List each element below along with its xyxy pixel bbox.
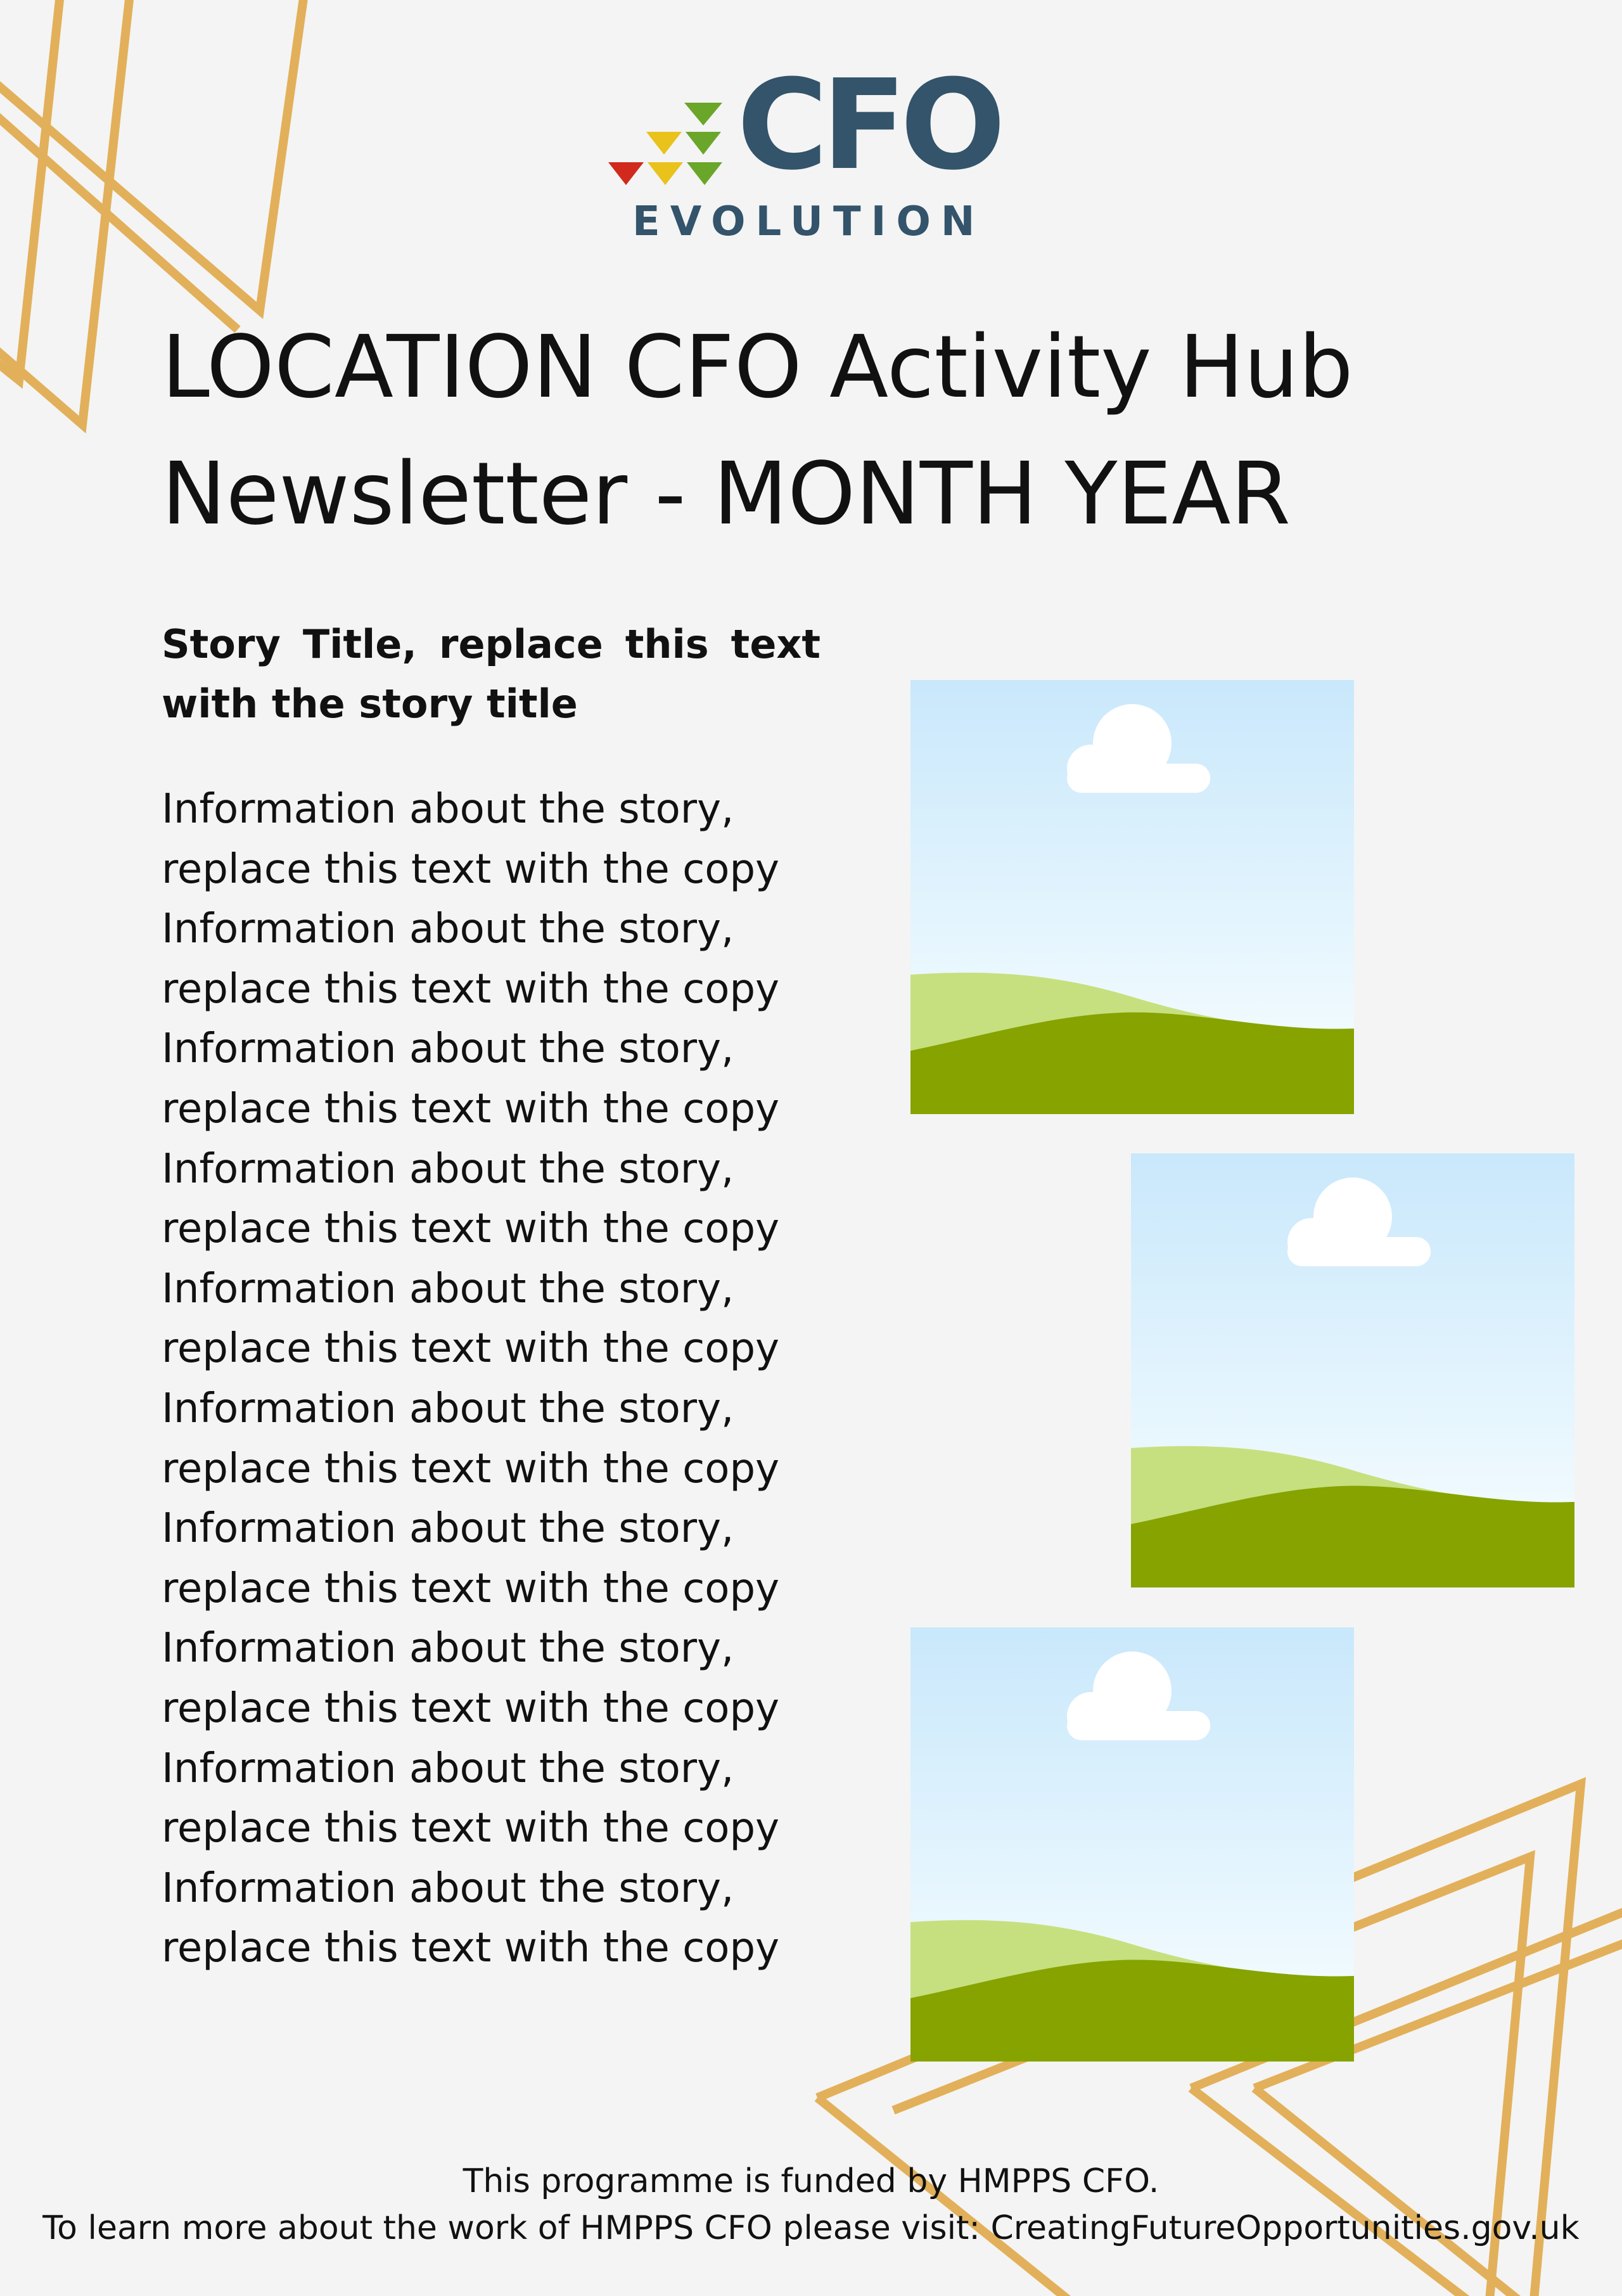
- newsletter-title-line1: LOCATION CFO Activity Hub: [162, 317, 1353, 418]
- landscape-placeholder-icon: [910, 1627, 1354, 2062]
- cfo-evolution-logo: [608, 53, 1000, 253]
- story-title: Story Title, replace this text with the story title: [162, 621, 821, 727]
- logo-wordmark: CFO: [737, 53, 1000, 198]
- story-image-2: [1131, 1153, 1574, 1587]
- footer: [0, 2158, 1622, 2252]
- newsletter-title: [162, 304, 1492, 558]
- triangle-cluster-icon: [608, 95, 729, 190]
- story-image-3: [910, 1627, 1354, 2062]
- story-section: [162, 615, 821, 1979]
- story-image-1: [910, 680, 1354, 1114]
- landscape-placeholder-icon: [1131, 1153, 1574, 1587]
- footer-website-line: To learn more about the work of HMPPS CFO please visit: CreatingFutureOpportunities.gov.uk: [42, 2209, 1580, 2247]
- newsletter-title-line2: Newsletter - MONTH YEAR: [162, 444, 1291, 544]
- logo-subtitle: EVOLUTION: [632, 198, 985, 245]
- story-body: Information about the story, replace this text with the copy Information about the story, replace this text with the copy Information about the story, replace this text with the copy Information about the story, replace this text with the copy Information about the story, replace this text with the copy Information about the story, replace this text with the copy Information about the story, replace this text with the copy Information about the story, replace this text with the copy Information about the story, replace this text with the copy Information about the story, replace this text with the copy: [162, 786, 779, 1972]
- footer-funding-line: This programme is funded by HMPPS CFO.: [463, 2162, 1159, 2200]
- landscape-placeholder-icon: [910, 680, 1354, 1114]
